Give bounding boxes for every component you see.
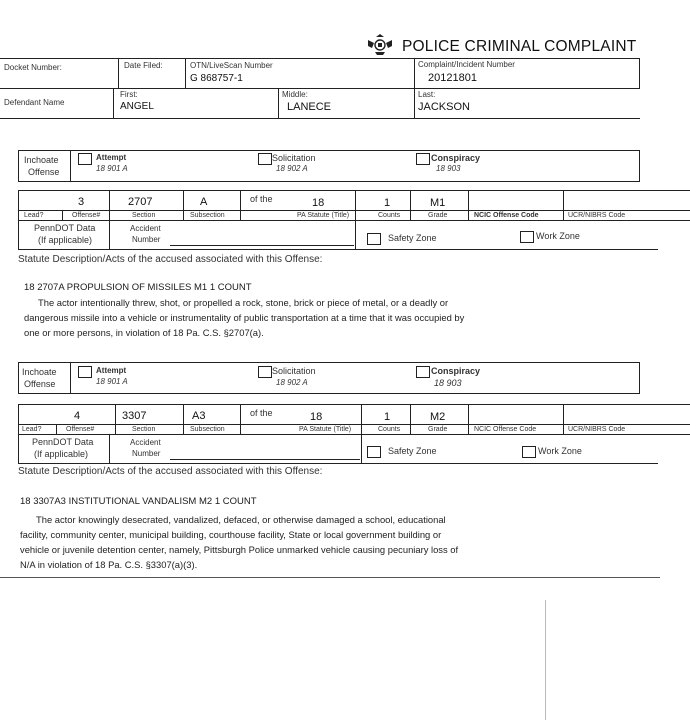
offense-label: Offense: [28, 167, 60, 177]
solicitation-checkbox[interactable]: [258, 153, 272, 165]
offense-description-title: 18 3307A3 INSTITUTIONAL VANDALISM M2 1 COUNT: [20, 496, 257, 507]
inchoate-label: Inchoate: [24, 155, 59, 165]
state-seal-icon: [366, 34, 394, 56]
counts-value: 1: [384, 197, 391, 209]
accident-number-label: Number: [132, 449, 161, 458]
offense-description-line: dangerous missile into a vehicle or instrumentality of public transportation at a time that it was occupied by: [24, 312, 465, 323]
safety-zone-label: Safety Zone: [388, 233, 437, 243]
work-zone-checkbox[interactable]: [522, 446, 536, 458]
offense-description-line: The actor knowingly desecrated, vandalized, defaced, or otherwise damaged a school, educational: [36, 514, 446, 525]
header: [0, 0, 690, 60]
attempt-checkbox[interactable]: [78, 366, 92, 378]
attempt-label: Attempt: [96, 366, 127, 375]
otn-label: OTN/LiveScan Number: [190, 61, 273, 70]
col-grade: Grade: [428, 212, 448, 219]
first-name-value: ANGEL: [120, 101, 154, 112]
last-name-label: Last:: [418, 90, 436, 99]
conspiracy-checkbox[interactable]: [416, 153, 430, 165]
conspiracy-code: 18 903: [436, 164, 461, 173]
col-lead: Lead?: [22, 426, 42, 433]
safety-zone-label: Safety Zone: [388, 446, 437, 456]
grade-value: M2: [430, 411, 446, 423]
of-the-label: of the: [250, 408, 273, 418]
penndot-label: PennDOT Data: [34, 223, 96, 233]
col-subsection: Subsection: [190, 426, 225, 433]
work-zone-label: Work Zone: [536, 231, 580, 241]
offense-description-title: 18 2707A PROPULSION OF MISSILES M1 1 COUNT: [24, 282, 252, 293]
col-statute: PA Statute (Title): [297, 212, 350, 219]
statute-value: 18: [310, 411, 323, 423]
solicitation-code: 18 902 A: [276, 164, 308, 173]
col-counts: Counts: [378, 212, 401, 219]
col-statute: PA Statute (Title): [299, 426, 352, 433]
statute-description-label: Statute Description/Acts of the accused associated with this Offense:: [18, 254, 323, 265]
inchoate-label: Inchoate: [22, 367, 57, 377]
accident-number-label: Number: [132, 235, 161, 244]
statute-description-label: Statute Description/Acts of the accused associated with this Offense:: [18, 466, 323, 477]
offense-description-line: facility, community center, municipal building, courthouse facility, State or local government building or: [20, 529, 442, 540]
solicitation-label: Solicitation: [272, 153, 316, 163]
conspiracy-label: Conspiracy: [431, 366, 481, 376]
work-zone-checkbox[interactable]: [520, 231, 534, 243]
solicitation-code: 18 902 A: [276, 378, 308, 387]
offense-description-line: N/A in violation of 18 Pa. C.S. §3307(a)(3).: [20, 559, 198, 570]
statute-value: 18: [312, 197, 325, 209]
penndot-if-applicable: (If applicable): [34, 449, 89, 459]
docket-number-label: Docket Number:: [4, 63, 62, 72]
conspiracy-label: Conspiracy: [431, 153, 481, 163]
accident-label: Accident: [130, 438, 161, 447]
defendant-name-label: Defendant Name: [4, 98, 65, 107]
attempt-code: 18 901 A: [96, 377, 128, 386]
subsection-value: A: [200, 196, 208, 208]
grade-value: M1: [430, 197, 446, 209]
penndot-label: PennDOT Data: [32, 437, 94, 447]
offense-number: 3: [78, 196, 85, 208]
col-lead: Lead?: [24, 212, 44, 219]
otn-value: G 868757-1: [190, 73, 243, 84]
work-zone-label: Work Zone: [538, 446, 582, 456]
offense-description-line: The actor intentionally threw, shot, or propelled a rock, stone, brick or piece of metal, or a deadly or: [38, 297, 449, 308]
col-ncic: NCIC Offense Code: [474, 212, 539, 219]
page-title: POLICE CRIMINAL COMPLAINT: [402, 38, 637, 55]
col-counts: Counts: [378, 426, 401, 433]
offense-description-line: vehicle or juvenile detention center, namely, Pittsburgh Police unmarked vehicle causing pecuniary loss of: [20, 544, 459, 555]
col-grade: Grade: [428, 426, 448, 433]
docket-section: [0, 58, 690, 128]
safety-zone-checkbox[interactable]: [367, 446, 381, 458]
bottom-rule: [0, 577, 660, 578]
section-value: 2707: [128, 196, 153, 208]
date-filed-label: Date Filed:: [124, 61, 163, 70]
first-name-label: First:: [120, 90, 138, 99]
counts-value: 1: [384, 411, 391, 423]
col-subsection: Subsection: [190, 212, 225, 219]
middle-name-label: Middle:: [282, 90, 308, 99]
col-offense: Offense#: [66, 426, 95, 433]
subsection-value: A3: [192, 410, 206, 422]
complaint-number-label: Complaint/Incident Number: [418, 60, 515, 69]
attempt-checkbox[interactable]: [78, 153, 92, 165]
offense-block-1: [0, 150, 690, 360]
conspiracy-code: 18 903: [434, 378, 462, 388]
of-the-label: of the: [250, 194, 273, 204]
complaint-number-value: 20121801: [428, 72, 477, 84]
penndot-if-applicable: (If applicable): [38, 235, 93, 245]
solicitation-label: Solicitation: [272, 366, 316, 376]
safety-zone-checkbox[interactable]: [367, 233, 381, 245]
offense-block-2: [0, 362, 690, 592]
conspiracy-checkbox[interactable]: [416, 366, 430, 378]
col-ucr: UCR/NIBRS Code: [568, 212, 626, 219]
section-value: 3307: [122, 410, 147, 422]
solicitation-checkbox[interactable]: [258, 366, 272, 378]
last-name-value: JACKSON: [418, 101, 470, 113]
middle-name-value: LANECE: [287, 101, 332, 113]
offense-label: Offense: [24, 379, 56, 389]
accident-label: Accident: [130, 224, 161, 233]
attempt-label: Attempt: [96, 153, 127, 162]
col-ucr: UCR/NIBRS Code: [568, 426, 626, 433]
col-section: Section: [132, 426, 156, 433]
scan-line: [545, 600, 546, 720]
offense-description-line: one or more persons, in violation of 18 Pa. C.S. §2707(a).: [24, 327, 264, 338]
offense-number: 4: [74, 410, 81, 422]
col-ncic: NCIC Offense Code: [474, 426, 537, 433]
attempt-code: 18 901 A: [96, 164, 128, 173]
col-offense: Offense#: [72, 212, 101, 219]
col-section: Section: [132, 212, 156, 219]
